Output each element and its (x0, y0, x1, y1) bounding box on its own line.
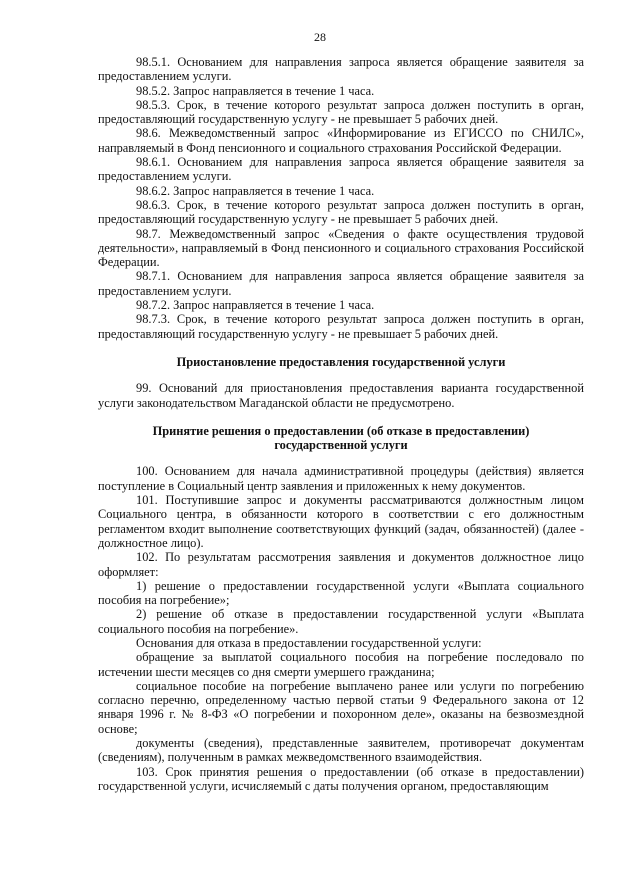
section-heading-decision-line2: государственной услуги (274, 438, 408, 453)
paragraph-98-7-1: 98.7.1. Основанием для направления запроса является обращение заявителя за предоставлением услуги. (98, 269, 584, 298)
paragraph-98-6-3: 98.6.3. Срок, в течение которого результат запроса должен поступить в орган, предоставляющий государственную услугу - не превышает 5 рабочих дней. (98, 197, 584, 227)
paragraph-98-5-3: 98.5.3. Срок, в течение которого результат запроса должен поступить в орган, предоставляющий государственную услугу - не превышает 5 рабочих дней. (98, 97, 584, 127)
paragraph-98-6-2: 98.6.2. Запрос направляется в течение 1 часа. (136, 183, 375, 198)
list-item-decision-refuse: 2) решение об отказе в предоставлении государственной услуги «Выплата социального пособия на погребение». (98, 607, 584, 636)
document-body (98, 55, 584, 793)
refusal-ground-3: документы (сведения), представленные заявителем, противоречат документам (сведениям), полученным в рамках межведомственного взаимодействия. (98, 736, 584, 765)
section-heading-suspension: Приостановление предоставления государственной услуги (176, 354, 506, 369)
paragraph-98-7-3: 98.7.3. Срок, в течение которого результат запроса должен поступить в орган, предоставляющий государственную услугу - не превышает 5 рабочих дней. (98, 312, 584, 341)
paragraph-103: 103. Срок принятия решения о предоставлении (об отказе в предоставлении) государственной услуги, исчисляемый с даты получения органом, предоставляющим (98, 764, 584, 793)
paragraph-98-6: 98.6. Межведомственный запрос «Информирование из ЕГИССО по СНИЛС», направляемый в Фонд пенсионного и социального страхования Российской Федерации. (98, 126, 584, 155)
list-item-decision-grant: 1) решение о предоставлении государственной услуги «Выплата социального пособия на погребение»; (98, 578, 584, 608)
paragraph-98-7-2: 98.7.2. Запрос направляется в течение 1 часа. (136, 298, 375, 313)
paragraph-102: 102. По результатам рассмотрения заявления и документов должностное лицо оформляет: (98, 550, 584, 579)
paragraph-98-5-1: 98.5.1. Основанием для направления запроса является обращение заявителя за предоставлением услуги. (98, 55, 584, 84)
paragraph-100: 100. Основанием для начала административной процедуры (действия) является поступление в Социальный центр заявления и приложенных к нему документов. (98, 464, 584, 493)
section-heading-decision-line1: Принятие решения о предоставлении (об отказе в предоставлении) (152, 423, 530, 438)
paragraph-98-7: 98.7. Межведомственный запрос «Сведения о факте осуществления трудовой деятельности», направляемый в Фонд пенсионного и социального страхования Российской Федерации. (98, 226, 584, 270)
refusal-ground-2: социальное пособие на погребение выплачено ранее или услуги по погребению согласно перечню, определенному частью первой статьи 9 Федерального закона от 12 января 1996 г. № 8-ФЗ «О погребении и похоронном деле», оказаны на безвозмездной основе; (98, 678, 584, 736)
paragraph-98-6-1: 98.6.1. Основанием для направления запроса является обращение заявителя за предоставлением услуги. (98, 155, 584, 184)
paragraph-101: 101. Поступившие запрос и документы рассматриваются должностным лицом Социального центра, в обязанности которого в соответствии с его должностным регламентом входит выполнение соответствующих функций (задач, обязанностей) (далее - должностное лицо). (98, 493, 584, 550)
paragraph-99: 99. Оснований для приостановления предоставления варианта государственной услуги законодательством Магаданской области не предусмотрено. (98, 381, 584, 410)
refusal-ground-1: обращение за выплатой социального пособия на погребение последовало по истечении шести месяцев со дня смерти умершего гражданина; (98, 650, 584, 679)
paragraph-98-5-2: 98.5.2. Запрос направляется в течение 1 часа. (136, 83, 375, 98)
paragraph-refusal-grounds: Основания для отказа в предоставлении государственной услуги: (136, 635, 482, 650)
page-number: 28 (314, 30, 326, 44)
